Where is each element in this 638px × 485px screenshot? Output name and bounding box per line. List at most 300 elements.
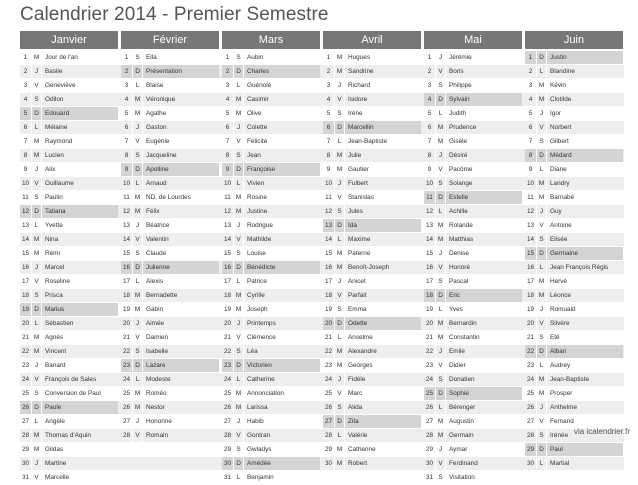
day-number: 25 xyxy=(526,390,535,397)
day-number: 14 xyxy=(324,236,333,243)
saint-name: Eric xyxy=(445,289,522,302)
day-cell xyxy=(121,93,219,106)
day-number: 16 xyxy=(324,264,333,271)
saint-name: Paul xyxy=(546,443,623,456)
day-number: 9 xyxy=(225,166,230,173)
saint-name: Catherine xyxy=(344,443,421,456)
day-cell xyxy=(323,331,421,344)
day-cell xyxy=(222,93,320,106)
saint-name: Apolline xyxy=(142,163,219,176)
saint-name: Prisca xyxy=(41,289,118,302)
day-number: 14 xyxy=(425,236,434,243)
saint-name: Hervé xyxy=(546,275,623,288)
day-number: 8 xyxy=(23,152,28,159)
saint-name: Fulbert xyxy=(344,177,421,190)
table-row xyxy=(20,219,624,233)
saint-name: Didier xyxy=(445,359,522,372)
weekday-letter: J xyxy=(31,163,41,176)
weekday-letter: V xyxy=(31,275,41,288)
day-cell xyxy=(525,177,623,190)
saint-name: Présentation xyxy=(142,65,219,78)
day-cell xyxy=(525,345,623,358)
saint-name: Jean-Baptiste xyxy=(546,373,623,386)
weekday-letter: M xyxy=(536,289,546,302)
day-number: 4 xyxy=(124,96,129,103)
saint-name: Victorien xyxy=(243,359,320,372)
day-number: 24 xyxy=(21,376,30,383)
day-cell xyxy=(20,275,118,288)
day-number: 9 xyxy=(23,166,28,173)
day-cell xyxy=(20,387,118,400)
saint-name: Visitation xyxy=(445,471,522,484)
day-cell xyxy=(20,79,118,92)
saint-name: Gautier xyxy=(344,163,421,176)
weekday-letter: S xyxy=(334,107,344,120)
saint-name: Louise xyxy=(243,247,320,260)
weekday-letter: V xyxy=(536,317,546,330)
empty-day-cell xyxy=(525,471,623,484)
weekday-letter: S xyxy=(435,275,445,288)
weekday-letter: M xyxy=(31,247,41,260)
day-cell xyxy=(323,219,421,232)
day-cell xyxy=(222,205,320,218)
day-cell xyxy=(424,219,522,232)
weekday-letter: S xyxy=(233,345,243,358)
table-row xyxy=(20,373,624,387)
day-cell xyxy=(323,177,421,190)
day-cell xyxy=(424,247,522,260)
table-row xyxy=(20,387,624,401)
weekday-letter: J xyxy=(132,219,142,232)
saint-name: Isidore xyxy=(344,93,421,106)
day-cell xyxy=(323,233,421,246)
saint-name: Bénédicte xyxy=(243,261,320,274)
saint-name: Constantin xyxy=(445,331,522,344)
saint-name: Stanislas xyxy=(344,191,421,204)
saint-name: Silvère xyxy=(546,317,623,330)
saint-name: Clotilde xyxy=(546,93,623,106)
weekday-letter: L xyxy=(334,331,344,344)
day-number: 28 xyxy=(223,432,232,439)
day-cell xyxy=(222,233,320,246)
weekday-letter: M xyxy=(334,345,344,358)
weekday-letter: L xyxy=(435,303,445,316)
saint-name: Norbert xyxy=(546,121,623,134)
weekday-letter: D xyxy=(132,359,142,372)
day-number: 5 xyxy=(124,110,129,117)
day-number: 30 xyxy=(324,460,333,467)
table-row xyxy=(20,247,624,261)
weekday-letter: D xyxy=(334,317,344,330)
weekday-letter: M xyxy=(233,191,243,204)
weekday-letter: M xyxy=(132,93,142,106)
saint-name: Robert xyxy=(344,457,421,470)
day-cell xyxy=(525,275,623,288)
weekday-letter: M xyxy=(334,163,344,176)
saint-name: Yvette xyxy=(41,219,118,232)
day-number: 17 xyxy=(526,278,535,285)
weekday-letter: D xyxy=(233,457,243,470)
calendar-grid xyxy=(20,31,624,485)
day-number: 13 xyxy=(425,222,434,229)
saint-name: Georges xyxy=(344,359,421,372)
day-cell xyxy=(323,317,421,330)
day-cell xyxy=(525,233,623,246)
day-number: 4 xyxy=(225,96,230,103)
weekday-letter: S xyxy=(233,149,243,162)
weekday-letter: J xyxy=(233,317,243,330)
saint-name: Lazare xyxy=(142,359,219,372)
weekday-letter: L xyxy=(435,107,445,120)
day-number: 9 xyxy=(528,166,533,173)
day-number: 7 xyxy=(225,138,230,145)
saint-name: Fernand xyxy=(546,415,623,428)
weekday-letter: D xyxy=(536,247,546,260)
saint-name: Honoré xyxy=(445,261,522,274)
day-cell xyxy=(121,51,219,64)
saint-name: Bérenger xyxy=(445,401,522,414)
day-number: 23 xyxy=(324,362,333,369)
credit-text: via icalendrier.fr xyxy=(573,427,630,436)
weekday-letter: S xyxy=(435,373,445,386)
saint-name: Boris xyxy=(445,65,522,78)
table-row xyxy=(20,415,624,429)
day-cell xyxy=(525,121,623,134)
weekday-letter: V xyxy=(31,471,41,484)
day-cell xyxy=(323,191,421,204)
day-number: 21 xyxy=(122,334,131,341)
day-cell xyxy=(121,135,219,148)
saint-name: Léa xyxy=(243,345,320,358)
weekday-letter: V xyxy=(334,289,344,302)
weekday-letter: M xyxy=(435,429,445,442)
day-number: 3 xyxy=(427,82,432,89)
weekday-letter: L xyxy=(536,457,546,470)
day-number: 20 xyxy=(425,320,434,327)
saint-name: Colette xyxy=(243,121,320,134)
day-number: 6 xyxy=(326,124,331,131)
day-number: 17 xyxy=(324,278,333,285)
saint-name: Agnès xyxy=(41,331,118,344)
day-number: 2 xyxy=(225,68,230,75)
weekday-letter: M xyxy=(334,149,344,162)
day-number: 7 xyxy=(427,138,432,145)
day-cell xyxy=(121,107,219,120)
weekday-letter: M xyxy=(31,149,41,162)
day-cell xyxy=(121,317,219,330)
saint-name: Valentin xyxy=(142,233,219,246)
weekday-letter: M xyxy=(31,331,41,344)
weekday-letter: L xyxy=(536,261,546,274)
saint-name: Parfait xyxy=(344,289,421,302)
day-cell xyxy=(222,149,320,162)
weekday-letter: J xyxy=(536,107,546,120)
weekday-letter: D xyxy=(334,121,344,134)
saint-name: Ferdinand xyxy=(445,457,522,470)
weekday-letter: V xyxy=(233,233,243,246)
saint-name: Romain xyxy=(142,429,219,442)
day-cell xyxy=(121,163,219,176)
saint-name: Anthelme xyxy=(546,401,623,414)
day-number: 6 xyxy=(427,124,432,131)
weekday-letter: M xyxy=(334,65,344,78)
saint-name: Emile xyxy=(445,345,522,358)
weekday-letter: S xyxy=(536,429,546,442)
weekday-letter: D xyxy=(536,51,546,64)
day-cell xyxy=(525,317,623,330)
weekday-letter: M xyxy=(435,331,445,344)
day-number: 5 xyxy=(528,110,533,117)
day-number: 27 xyxy=(526,418,535,425)
day-number: 5 xyxy=(326,110,331,117)
day-number: 18 xyxy=(21,292,30,299)
day-cell xyxy=(323,401,421,414)
weekday-letter: V xyxy=(233,135,243,148)
table-row xyxy=(20,289,624,303)
table-row xyxy=(20,317,624,331)
month-header: Mars xyxy=(222,31,320,49)
weekday-letter: J xyxy=(435,51,445,64)
saint-name: Angèle xyxy=(41,415,118,428)
weekday-letter: D xyxy=(132,163,142,176)
weekday-letter: L xyxy=(233,177,243,190)
saint-name: Eté xyxy=(546,331,623,344)
day-cell xyxy=(424,177,522,190)
saint-name: Julie xyxy=(344,149,421,162)
table-row xyxy=(20,107,624,121)
day-cell xyxy=(323,345,421,358)
month-header: Mai xyxy=(424,31,522,49)
day-cell xyxy=(525,93,623,106)
weekday-letter: D xyxy=(233,261,243,274)
weekday-letter: V xyxy=(31,79,41,92)
table-row xyxy=(20,51,624,65)
weekday-letter: D xyxy=(536,443,546,456)
day-cell xyxy=(424,107,522,120)
day-number: 24 xyxy=(223,376,232,383)
saint-name: Philippe xyxy=(445,79,522,92)
day-number: 16 xyxy=(223,264,232,271)
day-number: 18 xyxy=(526,292,535,299)
weekday-letter: L xyxy=(132,275,142,288)
month-header: Juin xyxy=(525,31,623,49)
day-cell xyxy=(20,65,118,78)
weekday-letter: M xyxy=(31,443,41,456)
weekday-letter: M xyxy=(132,205,142,218)
day-number: 5 xyxy=(23,110,28,117)
day-cell xyxy=(323,359,421,372)
day-cell xyxy=(525,65,623,78)
empty-day-cell xyxy=(121,443,219,456)
weekday-letter: L xyxy=(233,275,243,288)
table-row xyxy=(20,65,624,79)
saint-name: Pacôme xyxy=(445,163,522,176)
day-number: 6 xyxy=(528,124,533,131)
saint-name: Léonce xyxy=(546,289,623,302)
day-cell xyxy=(20,219,118,232)
weekday-letter: S xyxy=(31,387,41,400)
saint-name: Mélaine xyxy=(41,121,118,134)
saint-name: Marcellin xyxy=(344,121,421,134)
weekday-letter: V xyxy=(334,93,344,106)
day-cell xyxy=(525,107,623,120)
saint-name: Jean-Baptiste xyxy=(344,135,421,148)
saint-name: Désiré xyxy=(445,149,522,162)
day-cell xyxy=(424,149,522,162)
day-number: 27 xyxy=(21,418,30,425)
weekday-letter: M xyxy=(536,275,546,288)
day-cell xyxy=(121,247,219,260)
weekday-letter: J xyxy=(334,177,344,190)
weekday-letter: V xyxy=(536,121,546,134)
saint-name: Zita xyxy=(344,415,421,428)
weekday-letter: J xyxy=(435,149,445,162)
day-cell xyxy=(222,247,320,260)
table-row xyxy=(20,135,624,149)
day-number: 7 xyxy=(326,138,331,145)
day-cell xyxy=(121,331,219,344)
weekday-letter: M xyxy=(536,93,546,106)
weekday-letter: L xyxy=(31,415,41,428)
day-cell xyxy=(424,93,522,106)
saint-name: Achille xyxy=(445,205,522,218)
weekday-letter: L xyxy=(233,373,243,386)
day-number: 24 xyxy=(324,376,333,383)
day-cell xyxy=(525,387,623,400)
weekday-letter: J xyxy=(536,303,546,316)
day-cell xyxy=(121,65,219,78)
weekday-letter: D xyxy=(233,65,243,78)
day-number: 15 xyxy=(122,250,131,257)
weekday-letter: M xyxy=(435,233,445,246)
saint-name: Béatrice xyxy=(142,219,219,232)
saint-name: Aimée xyxy=(142,317,219,330)
day-cell xyxy=(121,359,219,372)
day-number: 16 xyxy=(122,264,131,271)
saint-name: Banard xyxy=(41,359,118,372)
weekday-letter: S xyxy=(132,149,142,162)
day-number: 10 xyxy=(21,180,30,187)
day-cell xyxy=(20,107,118,120)
day-cell xyxy=(525,79,623,92)
weekday-letter: J xyxy=(132,415,142,428)
day-number: 25 xyxy=(324,390,333,397)
weekday-letter: S xyxy=(132,345,142,358)
day-cell xyxy=(121,219,219,232)
day-cell xyxy=(323,163,421,176)
day-cell xyxy=(323,289,421,302)
saint-name: Eugénie xyxy=(142,135,219,148)
day-number: 4 xyxy=(23,96,28,103)
saint-name: Jean xyxy=(243,149,320,162)
day-number: 17 xyxy=(223,278,232,285)
saint-name: Prosper xyxy=(546,387,623,400)
day-number: 3 xyxy=(23,82,28,89)
table-row xyxy=(20,233,624,247)
saint-name: Jérémie xyxy=(445,51,522,64)
weekday-letter: M xyxy=(132,401,142,414)
day-cell xyxy=(20,317,118,330)
day-cell xyxy=(20,205,118,218)
saint-name: Marc xyxy=(344,387,421,400)
day-cell xyxy=(424,79,522,92)
saint-name: Jean François Régis xyxy=(546,261,623,274)
day-number: 17 xyxy=(425,278,434,285)
day-cell xyxy=(424,415,522,428)
day-number: 12 xyxy=(425,208,434,215)
weekday-letter: M xyxy=(31,233,41,246)
saint-name: Alexandre xyxy=(344,345,421,358)
day-number: 26 xyxy=(223,404,232,411)
weekday-letter: M xyxy=(536,191,546,204)
saint-name: Roseline xyxy=(41,275,118,288)
day-cell xyxy=(424,135,522,148)
weekday-letter: V xyxy=(435,65,445,78)
saint-name: Igor xyxy=(546,107,623,120)
day-number: 13 xyxy=(324,222,333,229)
day-number: 16 xyxy=(21,264,30,271)
day-cell xyxy=(424,51,522,64)
saint-name: Bernadette xyxy=(142,289,219,302)
table-row xyxy=(20,275,624,289)
saint-name: Irénée xyxy=(546,429,623,442)
day-cell xyxy=(424,233,522,246)
weekday-letter: M xyxy=(132,303,142,316)
weekday-letter: V xyxy=(132,331,142,344)
day-number: 8 xyxy=(326,152,331,159)
day-number: 27 xyxy=(223,418,232,425)
saint-name: Romuald xyxy=(546,303,623,316)
day-number: 9 xyxy=(427,166,432,173)
weekday-letter: J xyxy=(31,359,41,372)
day-cell xyxy=(222,457,320,470)
day-number: 25 xyxy=(122,390,131,397)
weekday-letter: V xyxy=(435,261,445,274)
day-cell xyxy=(525,289,623,302)
day-cell xyxy=(323,51,421,64)
weekday-letter: J xyxy=(435,443,445,456)
weekday-letter: S xyxy=(536,135,546,148)
day-number: 11 xyxy=(123,194,130,201)
weekday-letter: V xyxy=(233,429,243,442)
day-cell xyxy=(121,275,219,288)
weekday-letter: L xyxy=(435,401,445,414)
weekday-letter: M xyxy=(334,247,344,260)
saint-name: Gontran xyxy=(243,429,320,442)
day-cell xyxy=(323,65,421,78)
weekday-letter: M xyxy=(435,135,445,148)
day-cell xyxy=(20,247,118,260)
day-cell xyxy=(222,303,320,316)
day-number: 1 xyxy=(23,54,28,61)
day-number: 15 xyxy=(223,250,232,257)
saint-name: Prudence xyxy=(445,121,522,134)
day-number: 13 xyxy=(21,222,30,229)
saint-name: Emma xyxy=(344,303,421,316)
day-number: 13 xyxy=(526,222,535,229)
saint-name: Conversion de Paul xyxy=(41,387,118,400)
day-number: 29 xyxy=(425,446,434,453)
saint-name: Solange xyxy=(445,177,522,190)
saint-name: Véronique xyxy=(142,93,219,106)
weekday-letter: M xyxy=(334,261,344,274)
day-number: 13 xyxy=(223,222,232,229)
day-number: 3 xyxy=(124,82,129,89)
empty-day-cell xyxy=(121,471,219,484)
saint-name: Rodrigue xyxy=(243,219,320,232)
saint-name: Patrice xyxy=(243,275,320,288)
day-cell xyxy=(525,443,623,456)
